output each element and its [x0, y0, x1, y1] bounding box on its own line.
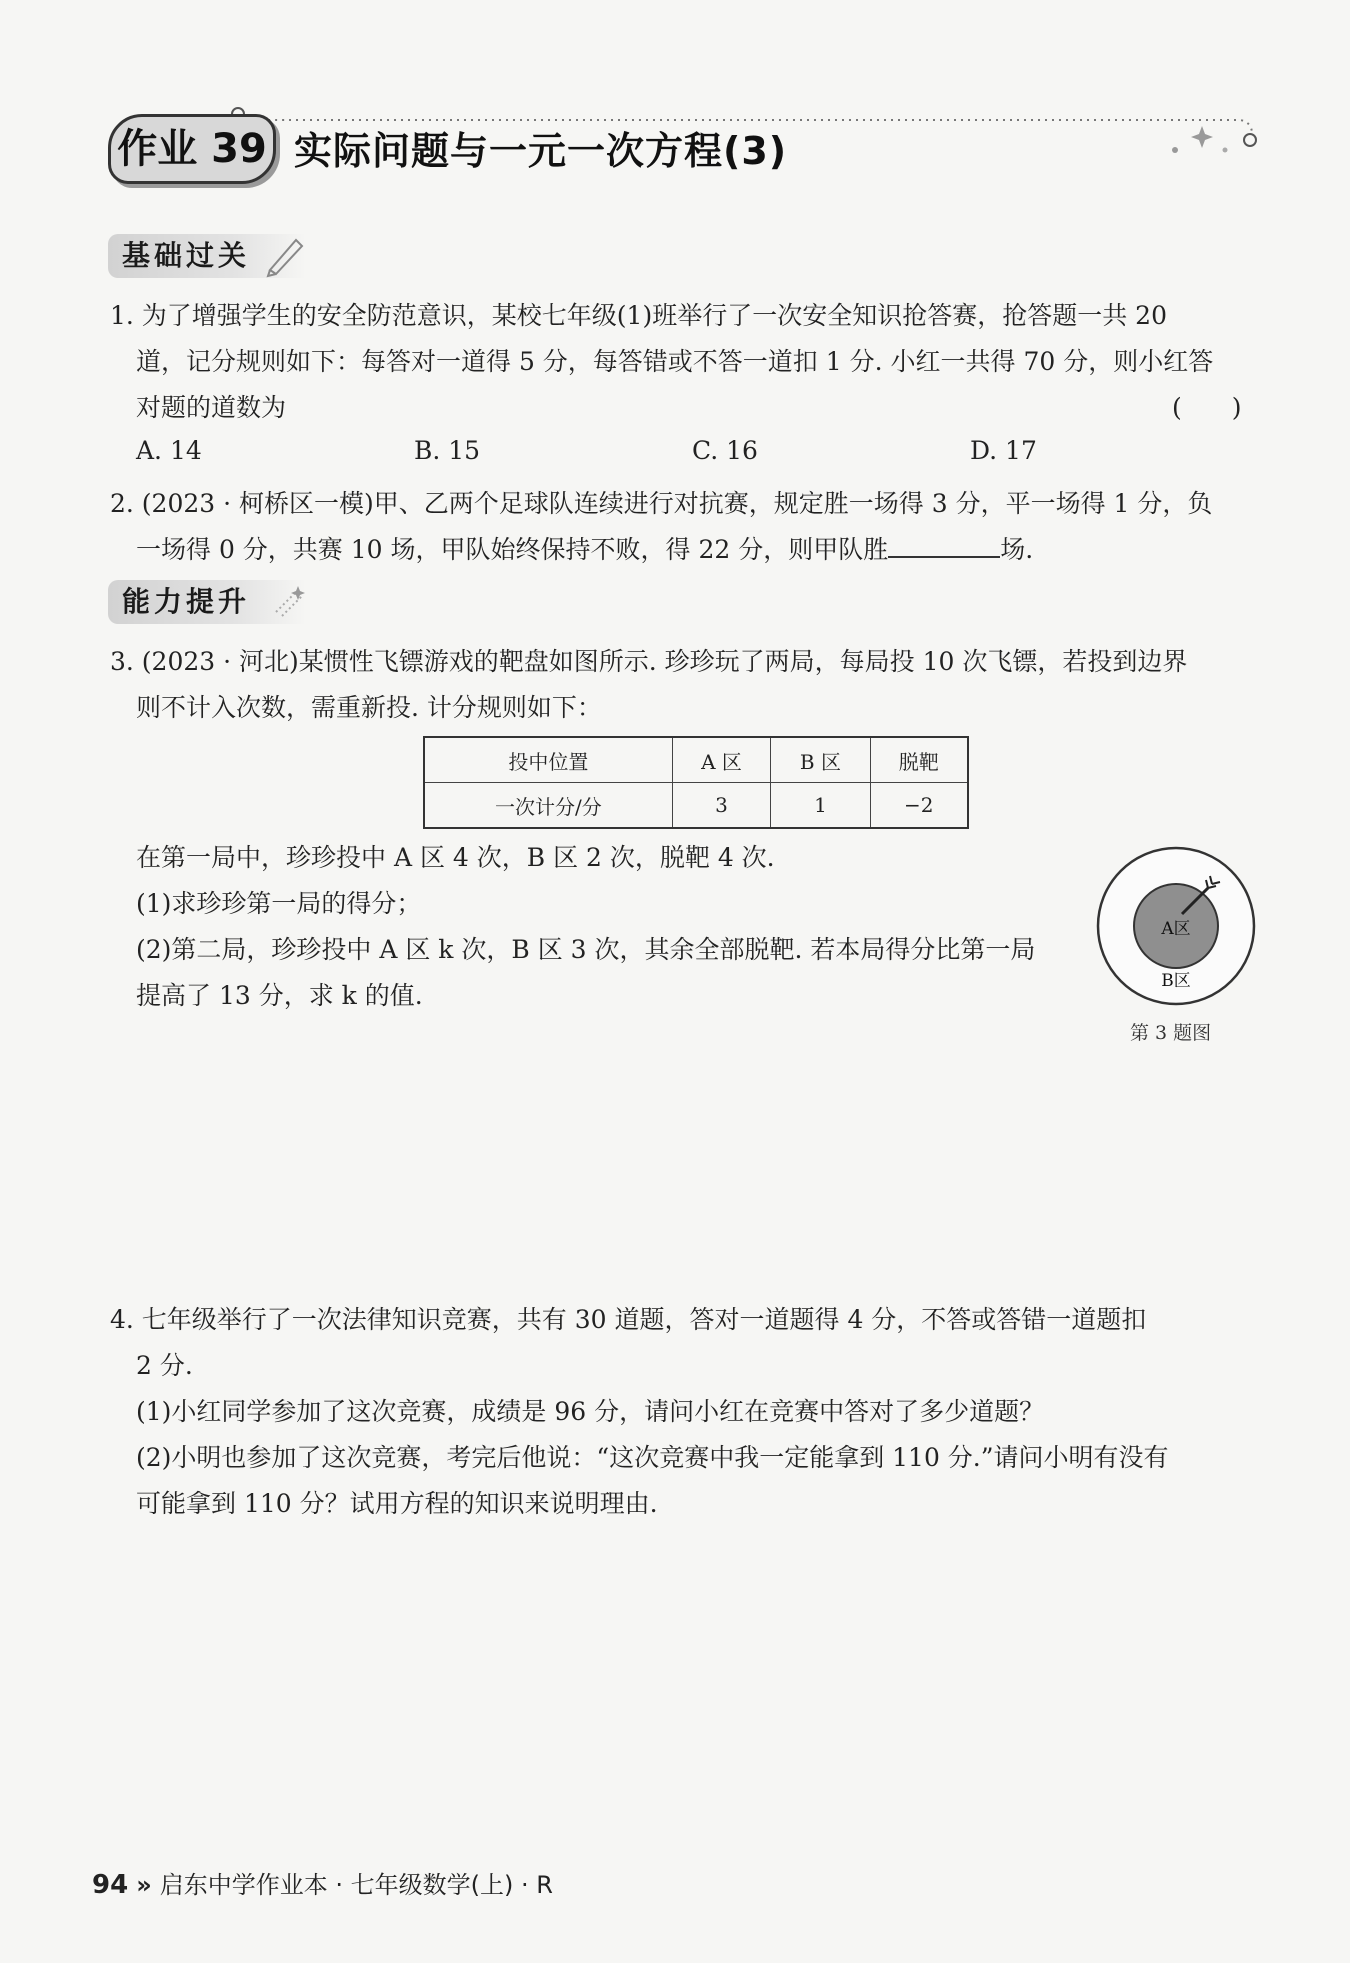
table-row	[424, 783, 968, 829]
q2-line-2-text: 一场得 0 分，共赛 10 场，甲队始终保持不败，得 22 分，则甲队胜	[136, 535, 889, 564]
table-cell: 脱靶	[870, 737, 968, 783]
q1-option-c: C. 16	[692, 436, 758, 465]
table-cell: 3	[672, 783, 771, 829]
table-cell: 投中位置	[424, 737, 672, 783]
q1-option-b: B. 15	[414, 436, 481, 465]
figure-caption: 第 3 题图	[1130, 1022, 1212, 1044]
page-footer	[92, 1865, 553, 1900]
scoring-table	[423, 736, 969, 829]
pencil-icon	[262, 232, 308, 278]
zone-b-label: B区	[1161, 971, 1191, 991]
table-cell: 一次计分/分	[424, 783, 672, 829]
homework-title: 实际问题与一元一次方程(3)	[294, 129, 788, 173]
page-number: 94	[92, 1870, 129, 1900]
table-cell: −2	[870, 783, 968, 829]
q2-answer-blank	[888, 534, 1000, 558]
table-cell: A 区	[672, 737, 771, 783]
q4-sub-2-line-2: 可能拿到 110 分？试用方程的知识来说明理由.	[136, 1489, 658, 1518]
q2-line-2	[136, 530, 1033, 566]
q3-sub-1: (1)求珍珍第一局的得分；	[136, 889, 422, 918]
q3-line-1: 3. (2023 · 河北)某惯性飞镖游戏的靶盘如图所示. 珍珍玩了两局，每局投 10 次飞镖，若投到边界	[110, 647, 1188, 676]
book-title: 启东中学作业本 · 七年级数学(上) · R	[159, 1871, 553, 1899]
q4-sub-2-line-1: (2)小明也参加了这次竞赛，考完后他说：“这次竞赛中我一定能拿到 110 分.”请问小明有没有	[136, 1443, 1169, 1472]
q3-sub-2-line-1: (2)第二局，珍珍投中 A 区 k 次，B 区 3 次，其余全部脱靶. 若本局得分比第一局	[136, 935, 1036, 964]
q1-line-1: 1. 为了增强学生的安全防范意识，某校七年级(1)班举行了一次安全知识抢答赛，抢答题一共 20	[110, 301, 1167, 330]
q4-line-2: 2 分.	[136, 1351, 193, 1380]
q1-line-2: 道，记分规则如下：每答对一道得 5 分，每答错或不答一道扣 1 分. 小红一共得 70 分，则小红答	[136, 347, 1214, 376]
double-chevron-icon: »	[136, 1871, 152, 1899]
q2-line-2-end: 场.	[1000, 535, 1034, 564]
q3-line-3: 在第一局中，珍珍投中 A 区 4 次，B 区 2 次，脱靶 4 次.	[136, 843, 775, 872]
q1-option-a: A. 14	[136, 436, 202, 465]
section-advanced-tag: 能力提升	[108, 580, 306, 624]
table-cell: 1	[771, 783, 870, 829]
section-basic-tag: 基础过关	[108, 234, 306, 278]
table-cell: B 区	[771, 737, 870, 783]
q1-option-d: D. 17	[970, 436, 1037, 465]
q3-sub-2-line-2: 提高了 13 分，求 k 的值.	[136, 981, 423, 1010]
homework-number-badge: 作业 39	[108, 114, 276, 184]
table-row	[424, 737, 968, 783]
q4-sub-1: (1)小红同学参加了这次竞赛，成绩是 96 分，请问小红在竞赛中答对了多少道题？	[136, 1397, 1045, 1426]
dartboard-figure	[1090, 840, 1270, 1010]
q1-line-3: 对题的道数为	[136, 393, 287, 422]
sparkle-icon	[266, 582, 310, 622]
q1-answer-bracket: ( )	[1172, 393, 1242, 422]
q3-line-2: 则不计入次数，需重新投. 计分规则如下：	[136, 693, 602, 722]
zone-a-label: A区	[1161, 919, 1191, 939]
q4-line-1: 4. 七年级举行了一次法律知识竞赛，共有 30 道题，答对一道题得 4 分，不答或答错一道题扣	[110, 1305, 1147, 1334]
q2-line-1: 2. (2023 · 柯桥区一模)甲、乙两个足球队连续进行对抗赛，规定胜一场得 3 分，平一场得 1 分，负	[110, 489, 1213, 518]
